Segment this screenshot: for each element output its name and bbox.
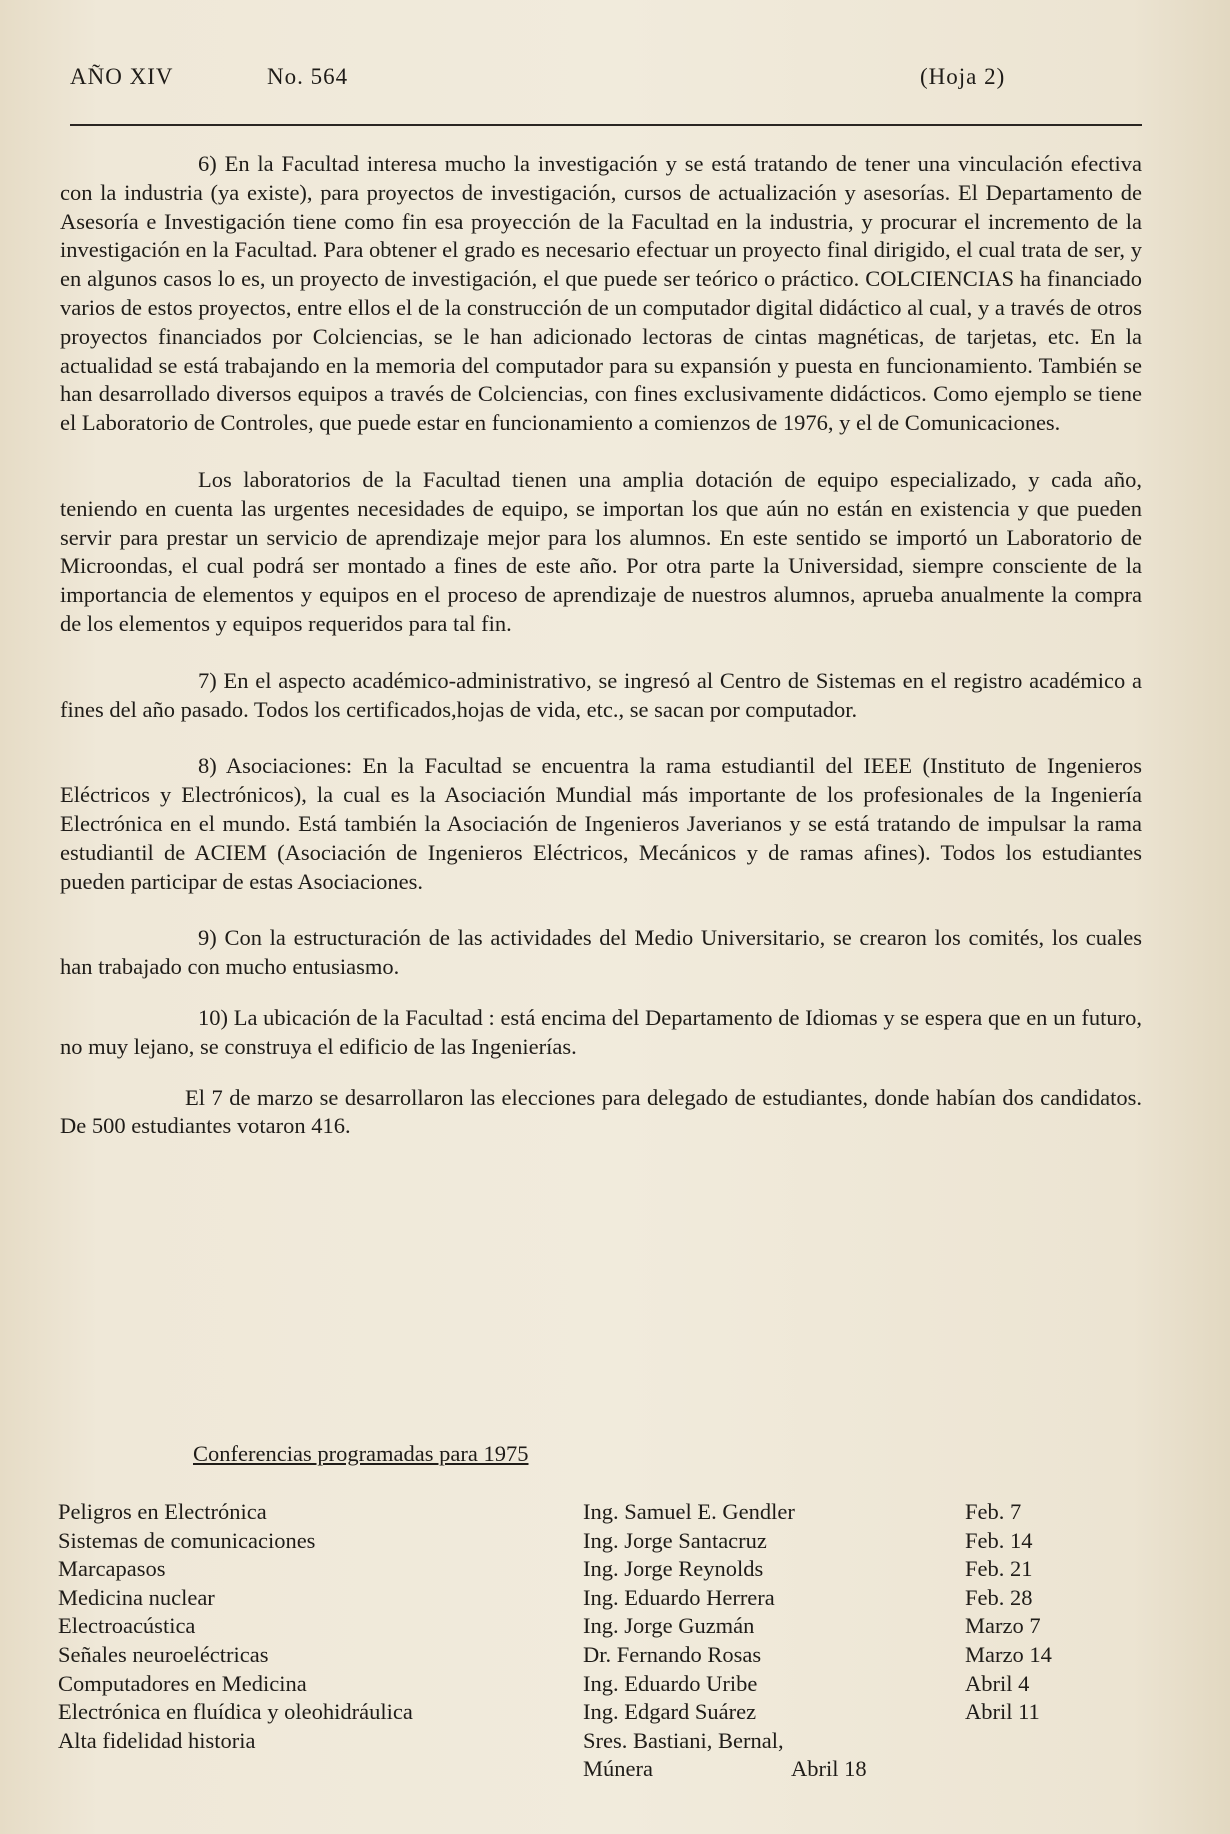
conference-speaker: Ing. Eduardo Herrera	[583, 1584, 775, 1610]
conference-date: Feb. 28	[965, 1584, 1033, 1610]
conference-date: Marzo 14	[965, 1641, 1052, 1667]
conference-speaker: Dr. Fernando Rosas	[583, 1641, 762, 1667]
conference-speaker: Ing. Eduardo Uribe	[583, 1670, 758, 1696]
list-item	[58, 1612, 1148, 1641]
header-number: No. 564	[267, 64, 349, 89]
conference-topic: Marcapasos	[58, 1556, 166, 1582]
conference-speaker: Ing. Jorge Santacruz	[583, 1527, 767, 1553]
paragraph-9: 9) Con la estructuración de las actividades del Medio Universitario, se crearon los comités, los cuales han trabajado con mucho entusiasmo.	[60, 925, 1142, 980]
conference-topic: Electroacústica	[58, 1613, 196, 1639]
conference-date: Marzo 7	[965, 1613, 1041, 1639]
header-rule	[70, 124, 1142, 126]
paragraph-8: 8) Asociaciones: En la Facultad se encuentra la rama estudiantil del IEEE (Instituto de Ingenieros Eléctricos y Electrónicos), la cual es la Asociación Mundial más importante de los profesionales de la Ingeniería Electrónica en el mundo. Está también la Asociación de Ingenieros Javerianos y se está tratando de impulsar la rama estudiantil de ACIEM (Asociación de Ingenieros Eléctricos, Mecánicos y de ramas afines). Todos los estudiantes pueden participar de estas Asociaciones.	[60, 753, 1142, 894]
conference-date: Feb. 21	[965, 1556, 1033, 1582]
conferences-list	[58, 1498, 1148, 1784]
conference-date: Abril 4	[965, 1670, 1030, 1696]
conference-date: Feb. 14	[965, 1527, 1033, 1553]
conference-speaker: Ing. Jorge Guzmán	[583, 1613, 755, 1639]
list-item	[58, 1584, 1148, 1613]
list-item	[58, 1698, 1148, 1727]
conference-topic: Alta fidelidad historia	[58, 1727, 256, 1753]
list-item	[58, 1498, 1148, 1527]
conference-topic: Sistemas de comunicaciones	[58, 1527, 316, 1553]
conference-topic: Computadores en Medicina	[58, 1670, 307, 1696]
conference-topic: Medicina nuclear	[58, 1584, 215, 1610]
list-item	[58, 1641, 1148, 1670]
list-item	[58, 1755, 1148, 1784]
paragraph-laboratorios: Los laboratorios de la Facultad tienen una amplia dotación de equipo especializado, y cada año, teniendo en cuenta las urgentes necesidades de equipo, se importan los que aún no están en existencia y que pueden servir para prestar un servicio de aprendizaje mejor para los alumnos. En este sentido se importó un Laboratorio de Microondas, el cual podrá ser montado a fines de este año. Por otra parte la Universidad, siempre consciente de la importancia de elementos y equipos en el proceso de aprendizaje de nuestros alumnos, aprueba anualmente la compra de los elementos y equipos requeridos para tal fin.	[60, 466, 1142, 636]
conference-date: Abril 11	[965, 1699, 1040, 1725]
header-year: AÑO XIV	[70, 64, 174, 89]
conference-topic: Señales neuroeléctricas	[58, 1641, 269, 1667]
conferences-title: Conferencias programadas para 1975	[193, 1441, 529, 1466]
conference-topic: Electrónica en fluídica y oleohidráulica	[58, 1699, 413, 1725]
conference-date: Abril 18	[791, 1756, 867, 1782]
conference-speaker: Ing. Edgard Suárez	[583, 1699, 757, 1725]
list-item	[58, 1727, 1148, 1756]
list-item	[58, 1527, 1148, 1556]
list-item	[58, 1555, 1148, 1584]
paragraph-elecciones: El 7 de marzo se desarrollaron las elecciones para delegado de estudiantes, donde habían dos candidatos. De 500 estudiantes votaron 416.	[60, 1084, 1142, 1139]
body-text	[60, 150, 1142, 1141]
conference-speaker: Múnera	[583, 1756, 653, 1782]
paragraph-7: 7) En el aspecto académico-administrativo, se ingresó al Centro de Sistemas en el registro académico a fines del año pasado. Todos los certificados,hojas de vida, etc., se sacan por computador.	[60, 667, 1142, 722]
list-item	[58, 1670, 1148, 1699]
conference-speaker: Ing. Jorge Reynolds	[583, 1556, 764, 1582]
conference-topic: Peligros en Electrónica	[58, 1499, 267, 1524]
conference-date: Feb. 7	[965, 1499, 1022, 1524]
paragraph-6: 6) En la Facultad interesa mucho la investigación y se está tratando de tener una vinculación efectiva con la industria (ya existe), para proyectos de investigación, cursos de actualización y asesorías. El Departamento de Asesoría e Investigación tiene como fin esa proyección de la Facultad en la industria, y procurar el incremento de la investigación en la Facultad. Para obtener el grado es necesario efectuar un proyecto final dirigido, el cual trata de ser, y en algunos casos lo es, un proyecto de investigación, el que puede ser teórico o práctico. COLCIENCIAS ha financiado varios de estos proyectos, entre ellos el de la construcción de un computador digital didáctico al cual, y a través de otros proyectos financiados por Colciencias, se le han adicionado lectoras de cintas magnéticas, de tarjetas, etc. En la actualidad se está trabajando en la memoria del computador para su expansión y puesta en funcionamiento. También se han desarrollado diversos equipos a través de Colciencias, con fines exclusivamente didácticos. Como ejemplo se tiene el Laboratorio de Controles, que puede estar en funcionamiento a comienzos de 1976, y el de Comunicaciones.	[60, 151, 1142, 436]
paragraph-10: 10) La ubicación de la Facultad : está encima del Departamento de Idiomas y se espera que en un futuro, no muy lejano, se construya el edificio de las Ingenierías.	[60, 1004, 1142, 1059]
conference-speaker: Sres. Bastiani, Bernal,	[583, 1727, 784, 1753]
header-sheet: (Hoja 2)	[920, 64, 1006, 89]
conference-speaker: Ing. Samuel E. Gendler	[583, 1499, 795, 1524]
